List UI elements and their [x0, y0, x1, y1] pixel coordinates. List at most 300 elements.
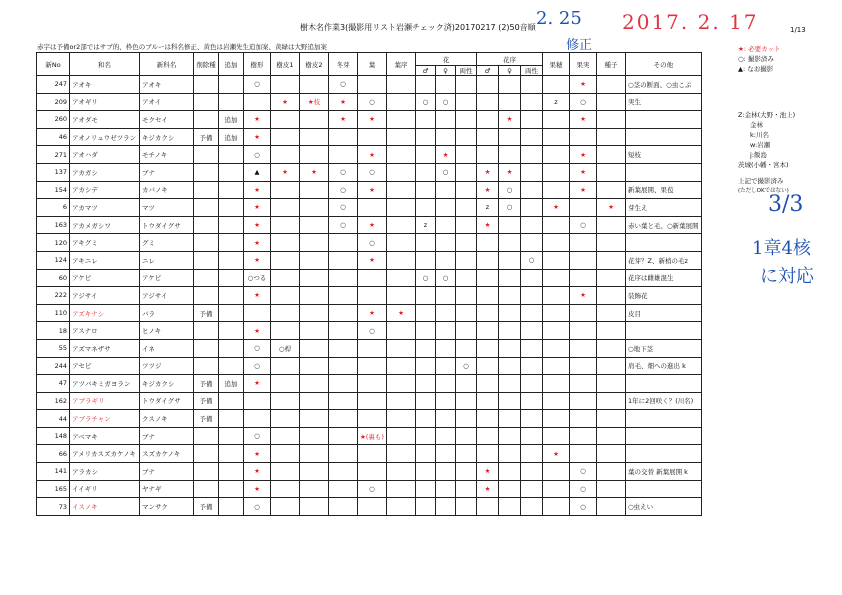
table-row — [37, 322, 702, 340]
cell-lo — [387, 251, 416, 269]
handwritten-date-blue: 2. 25 — [536, 8, 582, 29]
cell-leaf: ○ — [358, 93, 387, 111]
cell-lo — [387, 339, 416, 357]
cell-leaf — [358, 199, 387, 217]
cell-shape: ★ — [244, 251, 271, 269]
cell-ft — [543, 322, 570, 340]
cell-if — [499, 304, 521, 322]
cell-fm — [416, 234, 436, 252]
cell-res: 予備 — [194, 375, 219, 393]
cell-add — [219, 251, 244, 269]
cell-fr — [570, 304, 597, 322]
cell-fam: ツツジ — [140, 357, 194, 375]
cell-ff — [436, 128, 456, 146]
cell-ff — [436, 427, 456, 445]
cell-ff: ○ — [436, 269, 456, 287]
cell-fam: クスノキ — [140, 410, 194, 428]
legend-required: ★: 必要カット — [738, 45, 781, 53]
cell-other — [626, 163, 702, 181]
cell-add — [219, 463, 244, 481]
cell-fb — [456, 111, 477, 129]
cell-sd — [597, 410, 626, 428]
cell-other: 1年に2回咲く？(川名) — [626, 392, 702, 410]
cell-sd — [597, 445, 626, 463]
cell-ft — [543, 181, 570, 199]
cell-b2 — [300, 357, 329, 375]
cell-fam: キジカクシ — [140, 128, 194, 146]
cell-name: アジサイ — [70, 287, 140, 305]
cell-wb — [329, 392, 358, 410]
cell-ff — [436, 76, 456, 94]
cell-no: 271 — [37, 146, 70, 164]
cell-name: アズキナシ — [70, 304, 140, 322]
cell-fm — [416, 357, 436, 375]
cell-no: 110 — [37, 304, 70, 322]
cell-fm — [416, 111, 436, 129]
cell-fam: ヤナギ — [140, 480, 194, 498]
cell-fb — [456, 199, 477, 217]
cell-if — [499, 93, 521, 111]
cell-add — [219, 304, 244, 322]
cell-other: ○地下茎 — [626, 339, 702, 357]
cell-b2 — [300, 304, 329, 322]
cell-shape: ○つる — [244, 269, 271, 287]
table-row — [37, 199, 702, 217]
cell-b2 — [300, 480, 329, 498]
cell-name: アカシデ — [70, 181, 140, 199]
cell-lo — [387, 128, 416, 146]
cell-fr: ○ — [570, 498, 597, 516]
cell-fam: ブナ — [140, 427, 194, 445]
cell-fm — [416, 322, 436, 340]
cell-im — [477, 410, 499, 428]
cell-im: ★ — [477, 216, 499, 234]
cell-if — [499, 322, 521, 340]
cell-sd — [597, 463, 626, 481]
cell-no: 162 — [37, 392, 70, 410]
cell-ff — [436, 357, 456, 375]
cell-lo — [387, 76, 416, 94]
cell-fr: ★ — [570, 146, 597, 164]
cell-other: 皮目 — [626, 304, 702, 322]
cell-sd — [597, 287, 626, 305]
cell-wb: ○ — [329, 199, 358, 217]
cell-ff — [436, 111, 456, 129]
col-inflorescence: 花序 — [477, 53, 543, 66]
cell-sd — [597, 322, 626, 340]
cell-fr — [570, 269, 597, 287]
cell-fb — [456, 410, 477, 428]
col-bark2: 樹皮2 — [300, 53, 329, 76]
cell-lo — [387, 427, 416, 445]
cell-b1 — [271, 216, 300, 234]
cell-im — [477, 498, 499, 516]
cell-res — [194, 76, 219, 94]
cell-b2 — [300, 392, 329, 410]
cell-wb — [329, 357, 358, 375]
legend-shot-above: 上記で撮影済み — [738, 177, 784, 185]
cell-if — [499, 463, 521, 481]
cell-sd — [597, 93, 626, 111]
cell-ft — [543, 146, 570, 164]
cell-b2 — [300, 76, 329, 94]
cell-if — [499, 427, 521, 445]
cell-lo — [387, 234, 416, 252]
cell-fb — [456, 375, 477, 393]
col-no: 新No — [37, 53, 70, 76]
col-add: 追加 — [219, 53, 244, 76]
cell-ib — [521, 498, 543, 516]
cell-b1: ○桿 — [271, 339, 300, 357]
cell-ff — [436, 410, 456, 428]
cell-sd — [597, 128, 626, 146]
page-number: 1/13 — [790, 26, 806, 34]
cell-fam: グミ — [140, 234, 194, 252]
cell-leaf: ★ — [358, 181, 387, 199]
cell-ib — [521, 480, 543, 498]
cell-leaf — [358, 269, 387, 287]
cell-b1 — [271, 269, 300, 287]
cell-ib — [521, 339, 543, 357]
cell-shape: ★ — [244, 216, 271, 234]
cell-res — [194, 111, 219, 129]
cell-fam: マツ — [140, 199, 194, 217]
cell-add — [219, 146, 244, 164]
cell-fb — [456, 128, 477, 146]
cell-im — [477, 375, 499, 393]
cell-sd — [597, 304, 626, 322]
cell-other — [626, 480, 702, 498]
cell-im: ★ — [477, 181, 499, 199]
cell-leaf: ★ — [358, 111, 387, 129]
cell-shape: ★ — [244, 480, 271, 498]
cell-fm: ○ — [416, 93, 436, 111]
cell-fam: マンサク — [140, 498, 194, 516]
cell-shape: ▲ — [244, 163, 271, 181]
cell-wb — [329, 410, 358, 428]
cell-b2 — [300, 339, 329, 357]
cell-sd — [597, 375, 626, 393]
table-row — [37, 93, 702, 111]
table-row — [37, 480, 702, 498]
cell-if: ○ — [499, 181, 521, 199]
cell-ib — [521, 427, 543, 445]
cell-add — [219, 392, 244, 410]
cell-name: アベマキ — [70, 427, 140, 445]
cell-ib — [521, 445, 543, 463]
table-row — [37, 287, 702, 305]
cell-other — [626, 427, 702, 445]
cell-leaf — [358, 410, 387, 428]
cell-if — [499, 498, 521, 516]
cell-ib — [521, 128, 543, 146]
cell-leaf — [358, 445, 387, 463]
cell-add — [219, 498, 244, 516]
cell-res — [194, 93, 219, 111]
cell-shape — [244, 410, 271, 428]
col-infl-female: ♀ — [499, 66, 521, 76]
cell-im: ★ — [477, 480, 499, 498]
cell-name: アブラチャン — [70, 410, 140, 428]
legend-w: w:岩瀬 — [750, 141, 771, 149]
cell-leaf — [358, 463, 387, 481]
cell-b1 — [271, 480, 300, 498]
col-name: 和名 — [70, 53, 140, 76]
cell-lo — [387, 463, 416, 481]
cell-b1 — [271, 199, 300, 217]
cell-lo: ★ — [387, 304, 416, 322]
cell-add — [219, 216, 244, 234]
cell-b1 — [271, 375, 300, 393]
cell-fm — [416, 199, 436, 217]
tree-checklist-table — [36, 52, 702, 516]
cell-lo — [387, 181, 416, 199]
cell-b1 — [271, 427, 300, 445]
cell-ff: ★ — [436, 146, 456, 164]
cell-b1 — [271, 410, 300, 428]
cell-fam: キジカクシ — [140, 375, 194, 393]
cell-fm: z — [416, 216, 436, 234]
cell-if — [499, 339, 521, 357]
cell-ib — [521, 357, 543, 375]
cell-sd — [597, 427, 626, 445]
cell-if: ★ — [499, 163, 521, 181]
cell-res: 予備 — [194, 410, 219, 428]
cell-im: z — [477, 199, 499, 217]
cell-b1 — [271, 357, 300, 375]
cell-ib — [521, 216, 543, 234]
cell-im — [477, 357, 499, 375]
cell-fm — [416, 480, 436, 498]
col-fruit-ear: 果穂 — [543, 53, 570, 76]
cell-b2 — [300, 287, 329, 305]
cell-res — [194, 339, 219, 357]
cell-shape: ○ — [244, 427, 271, 445]
cell-add — [219, 181, 244, 199]
table-row — [37, 375, 702, 393]
cell-if: ○ — [499, 199, 521, 217]
cell-name: イイギリ — [70, 480, 140, 498]
legend-not-ok: (ただしOKではない) — [738, 188, 789, 194]
cell-im — [477, 111, 499, 129]
cell-fm — [416, 287, 436, 305]
cell-fb — [456, 269, 477, 287]
cell-if — [499, 251, 521, 269]
cell-shape — [244, 304, 271, 322]
cell-if — [499, 287, 521, 305]
legend-z: Z:金林(大野・池上) — [738, 111, 796, 119]
cell-lo — [387, 375, 416, 393]
cell-fr: ★ — [570, 181, 597, 199]
cell-leaf — [358, 392, 387, 410]
cell-fb — [456, 234, 477, 252]
cell-fr — [570, 322, 597, 340]
cell-fr: ★ — [570, 163, 597, 181]
cell-ib — [521, 76, 543, 94]
cell-wb — [329, 269, 358, 287]
cell-name: アブラギリ — [70, 392, 140, 410]
cell-fr — [570, 392, 597, 410]
legend-kanabayashi: 金林 — [750, 121, 763, 129]
col-winter-bud: 冬芽 — [329, 53, 358, 76]
cell-wb — [329, 128, 358, 146]
table-row — [37, 146, 702, 164]
cell-fr: ○ — [570, 480, 597, 498]
cell-res — [194, 234, 219, 252]
cell-b2 — [300, 146, 329, 164]
cell-no: 154 — [37, 181, 70, 199]
cell-ff — [436, 339, 456, 357]
cell-b1 — [271, 234, 300, 252]
table-row — [37, 128, 702, 146]
table-row — [37, 269, 702, 287]
cell-shape: ○ — [244, 357, 271, 375]
cell-ft — [543, 410, 570, 428]
cell-ib — [521, 304, 543, 322]
cell-no: 141 — [37, 463, 70, 481]
cell-ff — [436, 375, 456, 393]
cell-im — [477, 93, 499, 111]
cell-fm — [416, 128, 436, 146]
cell-name: アオダモ — [70, 111, 140, 129]
cell-lo — [387, 498, 416, 516]
cell-ft — [543, 251, 570, 269]
cell-leaf — [358, 498, 387, 516]
col-new-family: 新科名 — [140, 53, 194, 76]
cell-sd — [597, 339, 626, 357]
cell-other: 芽生え — [626, 199, 702, 217]
cell-b1 — [271, 322, 300, 340]
cell-b2 — [300, 427, 329, 445]
cell-sd — [597, 111, 626, 129]
handwritten-margin-2: 1章4核 — [752, 238, 811, 259]
col-flower-female: ♀ — [436, 66, 456, 76]
col-other: その他 — [626, 53, 702, 76]
cell-b1 — [271, 463, 300, 481]
cell-if — [499, 410, 521, 428]
cell-lo — [387, 111, 416, 129]
cell-sd — [597, 181, 626, 199]
cell-no: 120 — [37, 234, 70, 252]
cell-fb — [456, 392, 477, 410]
legend-shot: ○: 撮影済み — [738, 55, 774, 63]
table-row — [37, 463, 702, 481]
cell-res — [194, 480, 219, 498]
table-row — [37, 339, 702, 357]
cell-b2 — [300, 128, 329, 146]
cell-no: 60 — [37, 269, 70, 287]
cell-name: アオノリュウゼツラン — [70, 128, 140, 146]
cell-no: 137 — [37, 163, 70, 181]
cell-im — [477, 322, 499, 340]
cell-fm — [416, 463, 436, 481]
cell-b2 — [300, 181, 329, 199]
cell-res — [194, 163, 219, 181]
cell-b2: ★ — [300, 163, 329, 181]
cell-no: 44 — [37, 410, 70, 428]
cell-fm — [416, 304, 436, 322]
cell-fb — [456, 93, 477, 111]
cell-wb — [329, 480, 358, 498]
cell-add — [219, 410, 244, 428]
table-row — [37, 392, 702, 410]
cell-res — [194, 181, 219, 199]
cell-wb: ○ — [329, 216, 358, 234]
cell-ib — [521, 181, 543, 199]
cell-wb — [329, 427, 358, 445]
cell-sd — [597, 234, 626, 252]
cell-no: 47 — [37, 375, 70, 393]
cell-im — [477, 76, 499, 94]
cell-add — [219, 357, 244, 375]
cell-no: 260 — [37, 111, 70, 129]
cell-res: 予備 — [194, 128, 219, 146]
cell-wb: ○ — [329, 76, 358, 94]
cell-lo — [387, 357, 416, 375]
cell-b2 — [300, 463, 329, 481]
cell-im — [477, 445, 499, 463]
cell-b1 — [271, 111, 300, 129]
cell-name: アカガシ — [70, 163, 140, 181]
cell-fr — [570, 375, 597, 393]
cell-other — [626, 410, 702, 428]
cell-b1 — [271, 498, 300, 516]
cell-add — [219, 480, 244, 498]
cell-wb — [329, 498, 358, 516]
cell-shape: ○ — [244, 76, 271, 94]
table-row — [37, 76, 702, 94]
document-title: 樹木名作業3(撮影用リスト岩瀬チェック済)20170217 (2)50音順 — [300, 23, 536, 32]
cell-ft — [543, 234, 570, 252]
handwritten-margin-3: に対応 — [760, 266, 814, 287]
cell-fb — [456, 216, 477, 234]
cell-leaf: ★(裏も) — [358, 427, 387, 445]
cell-leaf — [358, 76, 387, 94]
col-leaf-order: 葉序 — [387, 53, 416, 76]
cell-fm — [416, 445, 436, 463]
cell-wb — [329, 463, 358, 481]
cell-name: アメリカスズカケノキ — [70, 445, 140, 463]
cell-fr — [570, 128, 597, 146]
cell-fb — [456, 498, 477, 516]
cell-im — [477, 287, 499, 305]
cell-leaf — [358, 339, 387, 357]
cell-b1 — [271, 304, 300, 322]
cell-fam: ブナ — [140, 463, 194, 481]
col-reserve: 削除種 — [194, 53, 219, 76]
cell-ib — [521, 322, 543, 340]
table-row — [37, 216, 702, 234]
cell-fb — [456, 339, 477, 357]
cell-fb — [456, 76, 477, 94]
cell-fm — [416, 163, 436, 181]
col-flower: 花 — [416, 53, 477, 66]
cell-fam: カバノキ — [140, 181, 194, 199]
cell-add — [219, 234, 244, 252]
cell-ft — [543, 216, 570, 234]
cell-add — [219, 269, 244, 287]
cell-fam: イネ — [140, 339, 194, 357]
cell-fm — [416, 375, 436, 393]
cell-fm — [416, 76, 436, 94]
cell-fr — [570, 445, 597, 463]
cell-ft — [543, 357, 570, 375]
cell-im — [477, 146, 499, 164]
cell-fam: ニレ — [140, 251, 194, 269]
cell-res — [194, 427, 219, 445]
cell-shape: ★ — [244, 181, 271, 199]
cell-fr: ★ — [570, 287, 597, 305]
